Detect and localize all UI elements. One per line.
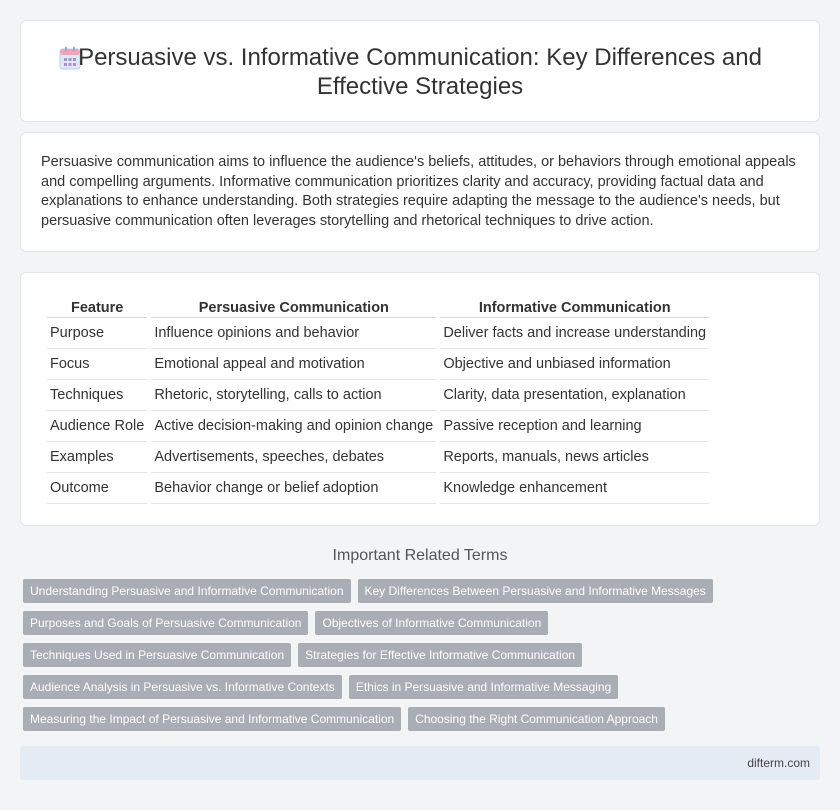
- table-cell: Emotional appeal and motivation: [151, 349, 436, 380]
- table-row: [47, 380, 709, 411]
- column-header-persuasive: Persuasive Communication: [151, 295, 436, 318]
- footer: [20, 746, 820, 780]
- table-row: [47, 442, 709, 473]
- table-cell: Influence opinions and behavior: [151, 318, 436, 349]
- related-term-tag[interactable]: Techniques Used in Persuasive Communication: [23, 643, 291, 667]
- table-cell: Deliver facts and increase understanding: [440, 318, 709, 349]
- page-title-line-2: Effective Strategies: [316, 73, 524, 100]
- intro-card: [20, 132, 820, 252]
- table-header-row: [47, 295, 709, 318]
- comparison-card: [20, 272, 820, 526]
- table-cell: Techniques: [47, 380, 147, 411]
- table-cell: Outcome: [47, 473, 147, 504]
- related-term-tag[interactable]: Purposes and Goals of Persuasive Communication: [23, 611, 308, 635]
- tag-row: [23, 611, 823, 635]
- table-row: [47, 473, 709, 504]
- related-term-tag[interactable]: Objectives of Informative Communication: [315, 611, 548, 635]
- related-term-tag[interactable]: Audience Analysis in Persuasive vs. Informative Contexts: [23, 675, 342, 699]
- page-title: [21, 43, 819, 101]
- related-term-tag[interactable]: Strategies for Effective Informative Communication: [298, 643, 582, 667]
- table-cell: Knowledge enhancement: [440, 473, 709, 504]
- table-cell: Clarity, data presentation, explanation: [440, 380, 709, 411]
- page-title-line-1: Persuasive vs. Informative Communication: Key Differences and: [78, 44, 762, 71]
- related-terms-list: [23, 579, 823, 739]
- table-cell: Examples: [47, 442, 147, 473]
- related-term-tag[interactable]: Ethics in Persuasive and Informative Messaging: [349, 675, 618, 699]
- column-header-informative: Informative Communication: [440, 295, 709, 318]
- table-cell: Active decision-making and opinion change: [151, 411, 436, 442]
- table-cell: Purpose: [47, 318, 147, 349]
- table-row: [47, 349, 709, 380]
- tag-row: [23, 707, 823, 731]
- table-cell: Reports, manuals, news articles: [440, 442, 709, 473]
- table-cell: Behavior change or belief adoption: [151, 473, 436, 504]
- table-cell: Passive reception and learning: [440, 411, 709, 442]
- related-terms-heading: Important Related Terms: [332, 547, 508, 564]
- tag-row: [23, 579, 823, 603]
- table-row: [47, 318, 709, 349]
- table-cell: Audience Role: [47, 411, 147, 442]
- tag-row: [23, 643, 823, 667]
- table-cell: Advertisements, speeches, debates: [151, 442, 436, 473]
- table-row: [47, 411, 709, 442]
- related-term-tag[interactable]: Choosing the Right Communication Approach: [408, 707, 665, 731]
- related-term-tag[interactable]: Measuring the Impact of Persuasive and Informative Communication: [23, 707, 401, 731]
- table-cell: Objective and unbiased information: [440, 349, 709, 380]
- header-card: [20, 20, 820, 122]
- column-header-feature: Feature: [47, 295, 147, 318]
- tag-row: [23, 675, 823, 699]
- table-cell: Focus: [47, 349, 147, 380]
- footer-site-link[interactable]: difterm.com: [747, 756, 810, 770]
- intro-paragraph: Persuasive communication aims to influence the audience's beliefs, attitudes, or behaviors through emotional appeals and compelling arguments. Informative communication prioritizes clarity and accuracy, providing factual data and explanations to enhance understanding. Both strategies require adapting the message to the audience's needs, but persuasive communication often leverages storytelling and rhetorical techniques to drive action.: [41, 154, 796, 229]
- related-term-tag[interactable]: Key Differences Between Persuasive and Informative Messages: [358, 579, 713, 603]
- related-term-tag[interactable]: Understanding Persuasive and Informative Communication: [23, 579, 351, 603]
- comparison-table: [43, 295, 713, 504]
- table-cell: Rhetoric, storytelling, calls to action: [151, 380, 436, 411]
